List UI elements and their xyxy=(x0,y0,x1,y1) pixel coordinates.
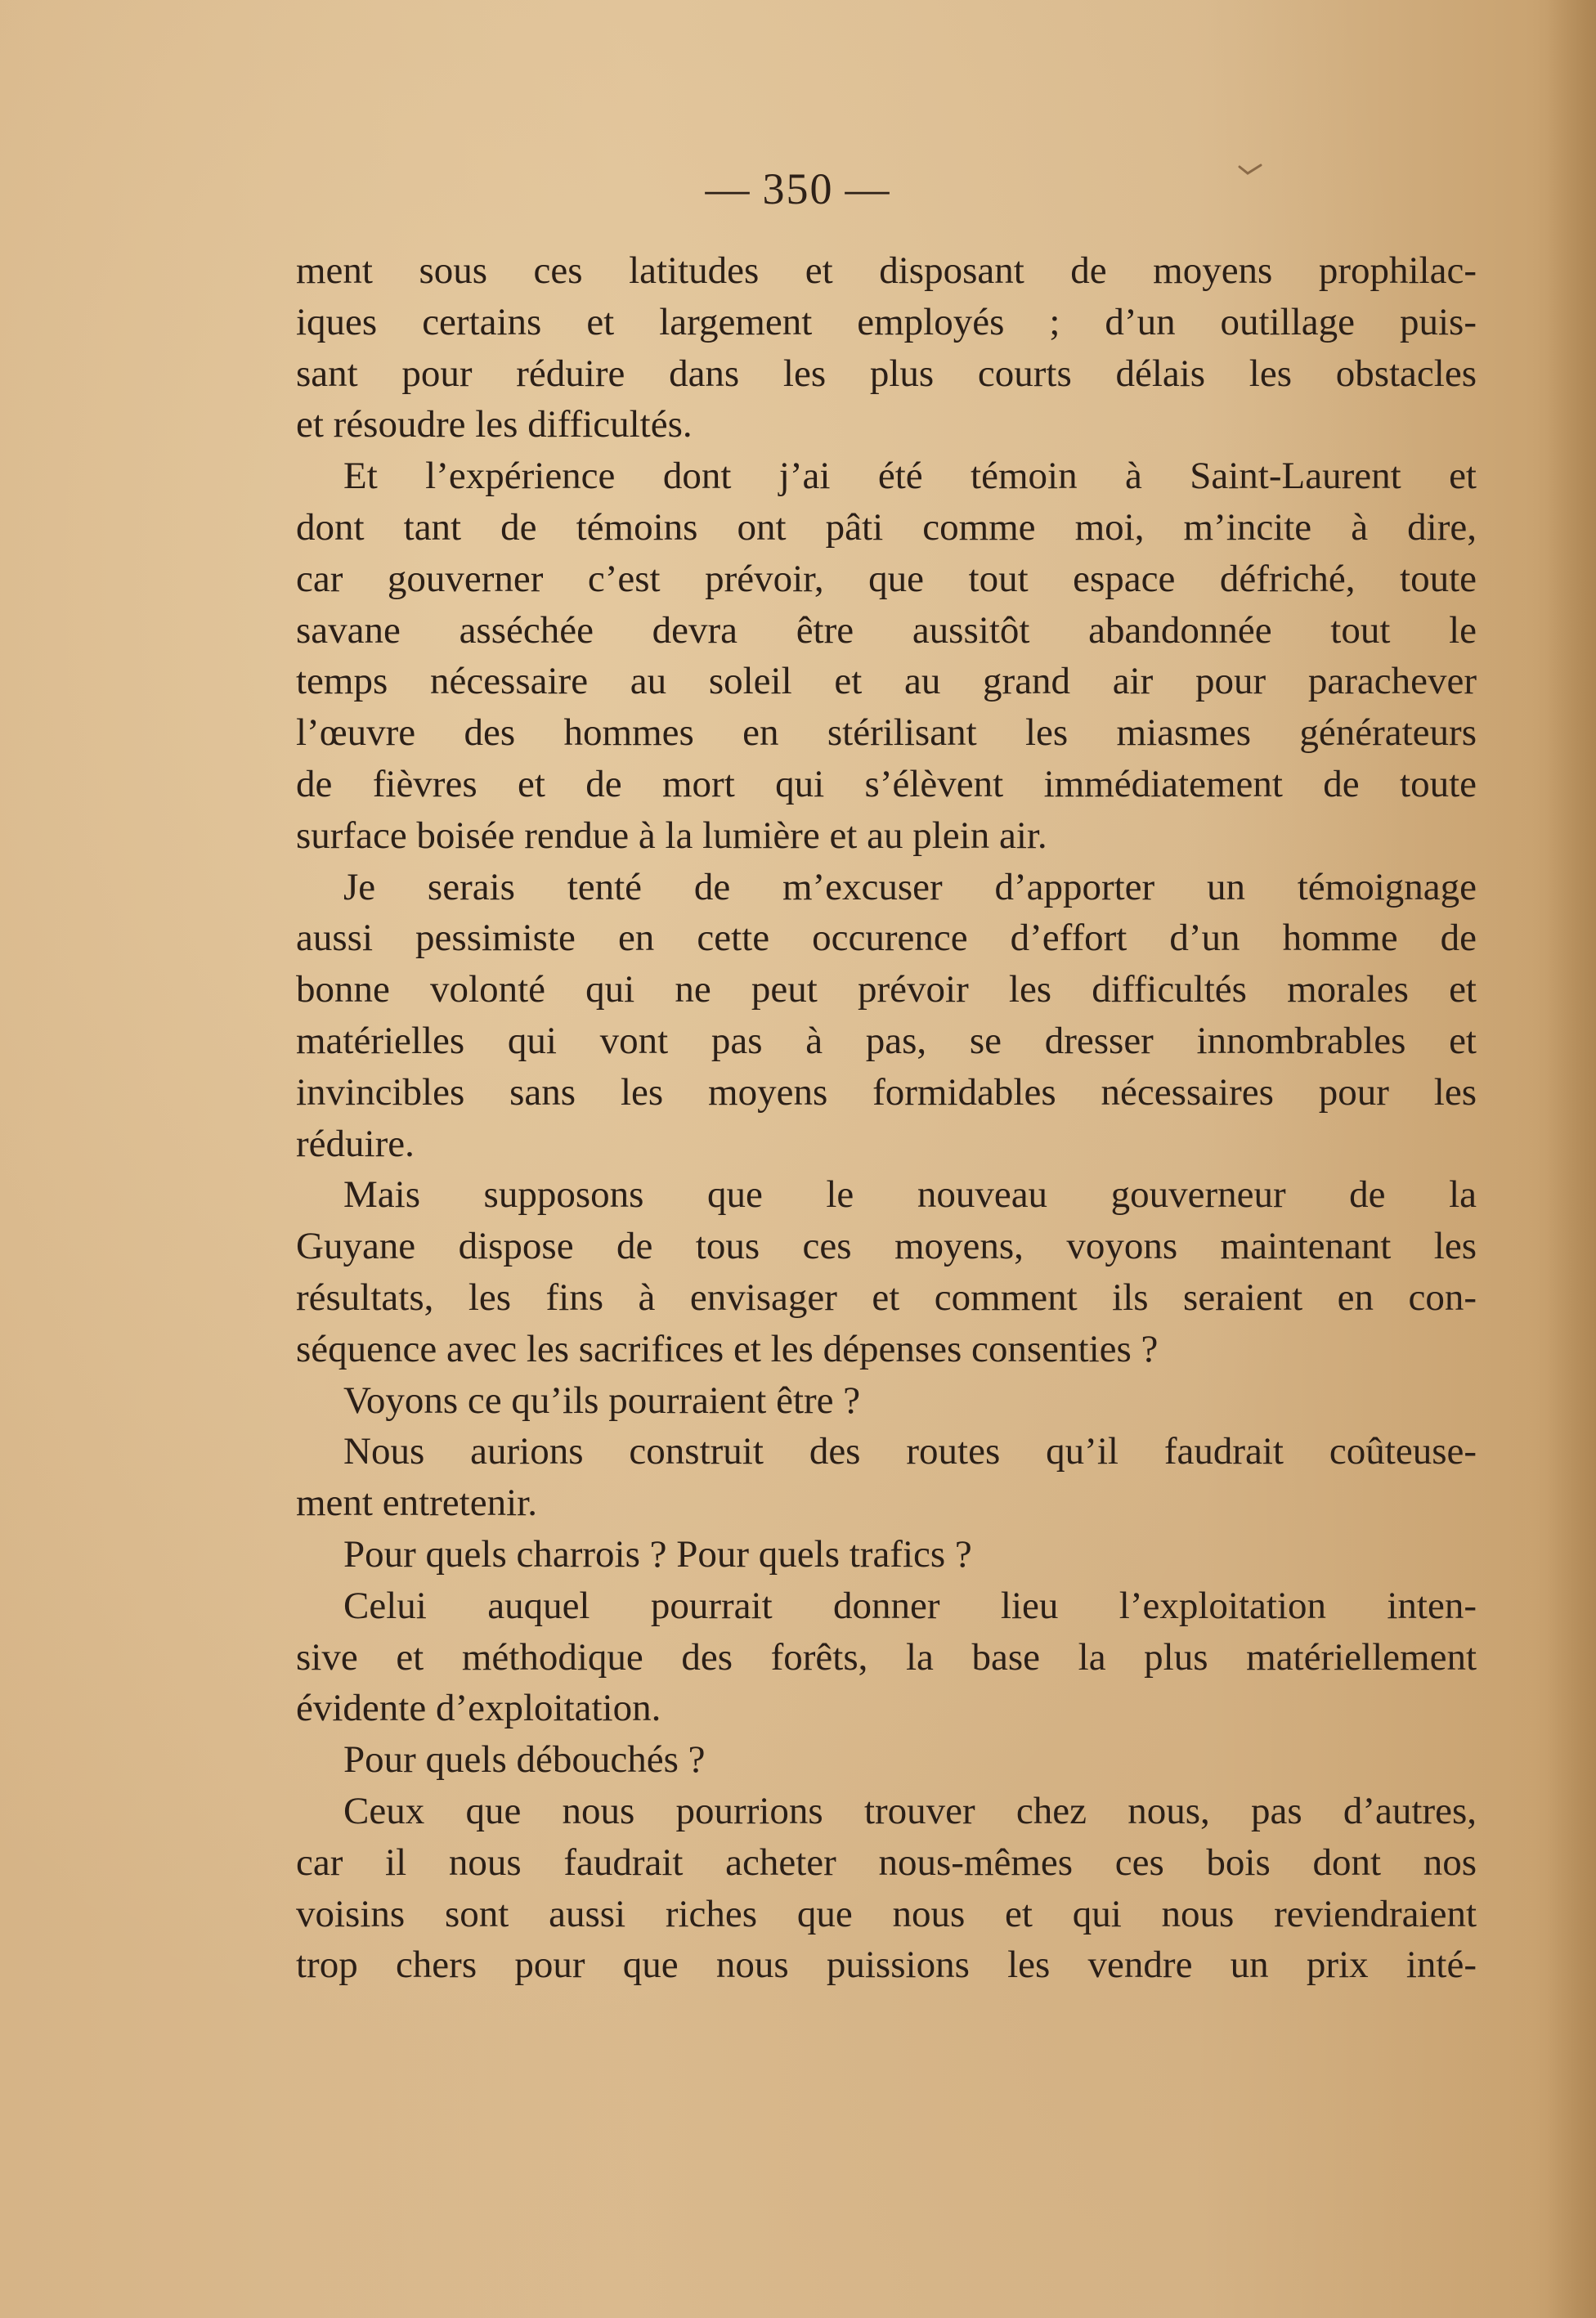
text-line: Pour quels charrois ? Pour quels trafics ? xyxy=(343,1532,972,1576)
text-line: ment entretenir. xyxy=(296,1482,537,1525)
text-line: bonne volonté qui ne peut prévoir les difficultés morales et xyxy=(296,968,1477,1011)
text-line: l’œuvre des hommes en stérilisant les miasmes générateurs xyxy=(296,711,1477,755)
text-line: temps nécessaire au soleil et au grand air pour parachever xyxy=(296,660,1477,703)
text-line: sive et méthodique des forêts, la base la plus matériellement xyxy=(296,1635,1477,1679)
text-line: Voyons ce qu’ils pourraient être ? xyxy=(343,1379,861,1422)
text-line: Je serais tenté de m’excuser d’apporter un témoignage xyxy=(343,865,1477,908)
page-number-dash-right: — xyxy=(845,164,891,213)
text-line: iques certains et largement employés ; d’un outillage puis- xyxy=(296,300,1477,343)
page-number xyxy=(0,164,1596,214)
text-line: évidente d’exploitation. xyxy=(296,1687,661,1730)
text-line: Mais supposons que le nouveau gouverneur de la xyxy=(343,1173,1477,1217)
text-line: Celui auquel pourrait donner lieu l’exploitation inten- xyxy=(343,1584,1477,1627)
text-line: surface boisée rendue à la lumière et au plein air. xyxy=(296,814,1047,857)
text-line: dont tant de témoins ont pâti comme moi, m’incite à dire, xyxy=(296,505,1477,549)
body-text xyxy=(296,245,1477,1991)
page-number-value: 350 xyxy=(762,164,834,213)
text-line: sant pour réduire dans les plus courts délais les obstacles xyxy=(296,352,1477,395)
text-line: Nous aurions construit des routes qu’il faudrait coûteuse- xyxy=(343,1430,1477,1473)
text-line: matérielles qui vont pas à pas, se dresser innombrables et xyxy=(296,1019,1477,1062)
text-line: invincibles sans les moyens formidables nécessaires pour les xyxy=(296,1070,1477,1114)
text-line: car il nous faudrait acheter nous-mêmes ces bois dont nos xyxy=(296,1841,1477,1884)
text-line: et résoudre les difficultés. xyxy=(296,403,693,446)
pencil-mark-icon xyxy=(1236,160,1269,185)
text-line: Ceux que nous pourrions trouver chez nous, pas d’autres, xyxy=(343,1789,1477,1832)
text-line: car gouverner c’est prévoir, que tout espace défriché, toute xyxy=(296,557,1477,600)
text-line: voisins sont aussi riches que nous et qui nous reviendraient xyxy=(296,1892,1477,1935)
page-number-dash-left: — xyxy=(705,164,751,213)
text-line: de fièvres et de mort qui s’élèvent immédiatement de toute xyxy=(296,762,1477,805)
page-edge-shadow xyxy=(1547,0,1596,2318)
text-line: résultats, les fins à envisager et comment ils seraient en con- xyxy=(296,1276,1477,1319)
text-line: ment sous ces latitudes et disposant de moyens prophilac- xyxy=(296,249,1477,292)
text-line: savane asséchée devra être aussitôt abandonnée tout le xyxy=(296,608,1477,652)
text-line: Pour quels débouchés ? xyxy=(343,1738,706,1782)
text-line: réduire. xyxy=(296,1122,415,1165)
text-line: séquence avec les sacrifices et les dépenses consenties ? xyxy=(296,1327,1159,1370)
text-line: trop chers pour que nous puissions les vendre un prix inté- xyxy=(296,1944,1477,1987)
text-line: Guyane dispose de tous ces moyens, voyons maintenant les xyxy=(296,1225,1477,1268)
text-line: Et l’expérience dont j’ai été témoin à Saint-Laurent et xyxy=(343,455,1477,498)
text-line: aussi pessimiste en cette occurence d’effort d’un homme de xyxy=(296,917,1477,960)
